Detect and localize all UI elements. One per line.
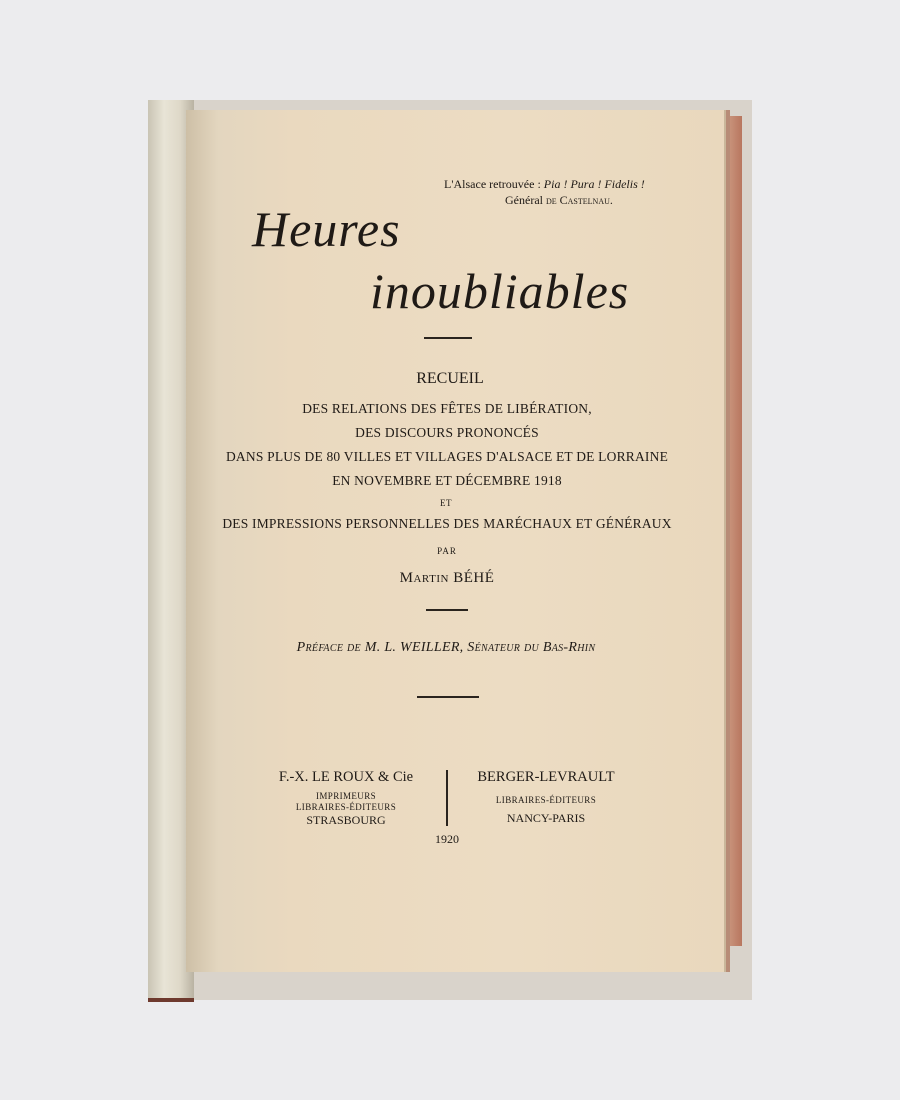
subtitle-line-2: DES DISCOURS PRONONCÉS	[355, 425, 539, 440]
author-rule	[426, 609, 468, 611]
subtitle-line-1: DES RELATIONS DES FÊTES DE LIBÉRATION,	[302, 401, 592, 416]
page-fore-edge	[724, 116, 742, 946]
subtitle-line-5: DES IMPRESSIONS PERSONNELLES DES MARÉCHAUX ET GÉNÉRAUX	[222, 516, 672, 531]
subtitle-conjunction: ET	[440, 498, 452, 508]
publisher-left-name: F.-X. LE ROUX & Cie	[278, 769, 414, 785]
author-first-name: Martin	[399, 570, 449, 586]
publisher-left-role-2: LIBRAIRES-ÉDITEURS	[295, 802, 397, 812]
subtitle-heading: RECUEIL	[416, 370, 484, 387]
title-line-2: inoubliables	[370, 263, 630, 319]
publisher-divider	[446, 770, 448, 826]
epigraph-attribution	[505, 193, 613, 208]
publisher-right-role: LIBRAIRES-ÉDITEURS	[495, 795, 597, 805]
publication-year: 1920	[435, 832, 459, 846]
publisher-left-city: STRASBOURG	[306, 813, 386, 827]
preface-line	[297, 640, 596, 656]
publisher-right-city: NANCY-PARIS	[506, 811, 586, 825]
title-rule	[424, 337, 472, 339]
publisher-left-role-1: IMPRIMEURS	[315, 791, 377, 801]
attribution-prefix: Général	[505, 193, 546, 207]
epigraph-prefix: L'Alsace retrouvée :	[444, 177, 544, 191]
epigraph-motto: Pia ! Pura ! Fidelis !	[543, 177, 645, 191]
byline-par: PAR	[437, 546, 457, 556]
subtitle-line-3: DANS PLUS DE 80 VILLES ET VILLAGES D'ALSACE ET DE LORRAINE	[225, 449, 669, 464]
title-line-1: Heures	[252, 201, 401, 257]
publisher-right-name: BERGER-LEVRAULT	[477, 769, 615, 785]
author-last-name: BÉHÉ	[453, 570, 495, 586]
attribution-name: de Castelnau.	[545, 193, 613, 207]
preface-role: Sénateur du Bas-Rhin	[467, 640, 596, 655]
preface-name: M. L. WEILLER,	[364, 640, 464, 655]
epigraph-quote	[444, 176, 645, 193]
preface-rule	[417, 696, 479, 698]
author-name	[400, 570, 495, 587]
preface-label: Préface de	[296, 640, 361, 655]
subtitle-line-4: EN NOVEMBRE ET DÉCEMBRE 1918	[332, 473, 562, 488]
